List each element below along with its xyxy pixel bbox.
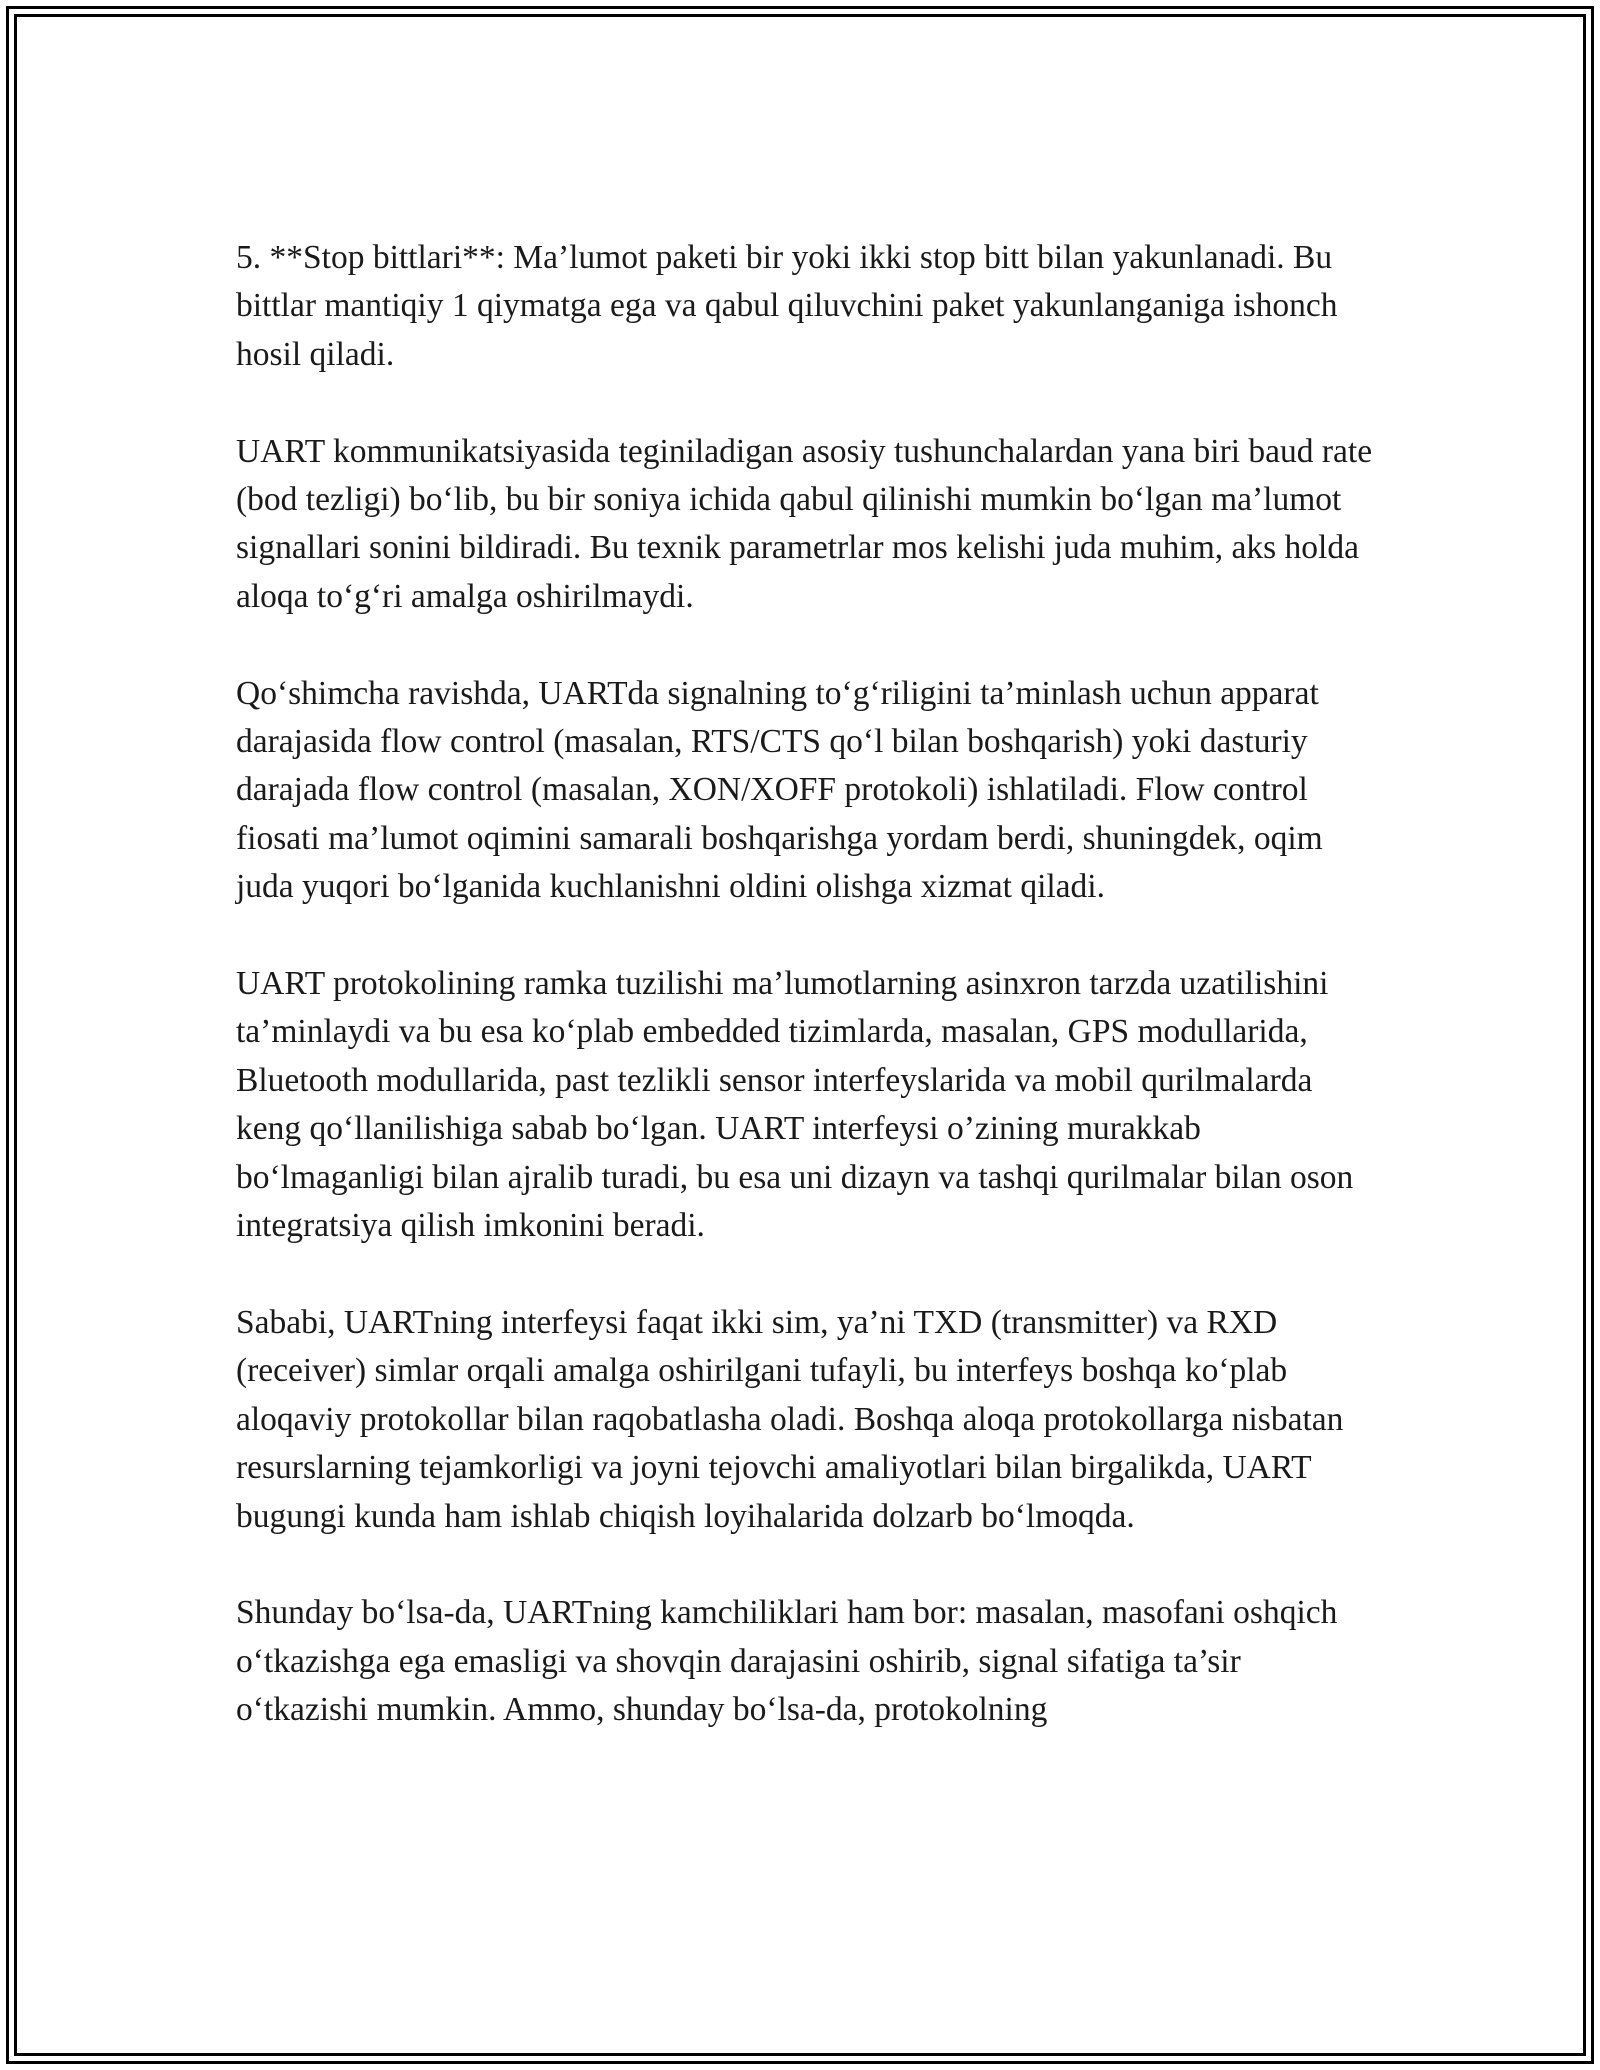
paragraph-baud-rate: UART kommunikatsiyasida teginiladigan asosiy tushunchalardan yana biri baud rate (bod tezligi) bo‘lib, bu bir soniya ichida qabul qilinishi mumkin bo‘lgan ma’lumot signallari sonini bildiradi. Bu texnik parametrlar mos kelishi juda muhim, aks holda aloqa to‘g‘ri amalga oshirilmaydi. — [236, 432, 1373, 615]
paragraph-stop-bits: 5. **Stop bittlari**: Ma’lumot paketi bir yoki ikki stop bitt bilan yakunlanadi. Bu bittlar mantiqiy 1 qiymatga ega va qabul qiluvchini paket yakunlanganiga ishonch hosil qiladi. — [236, 239, 1338, 373]
paragraph-drawbacks: Shunday bo‘lsa-da, UARTning kamchiliklari ham bor: masalan, masofani oshqich o‘tkazishga ega emasligi va shovqin darajasini oshirib, signal sifatiga ta’sir o‘tkazishi mumkin. Ammo, shunday bo‘lsa-da, protokolning — [236, 1594, 1338, 1729]
paragraph-two-wire-interface: Sababi, UARTning interfeysi faqat ikki sim, ya’ni TXD (transmitter) va RXD (receiver) simlar orqali amalga oshirilgani tufayli, bu interfeys boshqa ko‘plab aloqaviy protokollar bilan raqobatlasha oladi. Boshqa aloqa protokollarga nisbatan resurslarning tejamkorligi va joyni tejovchi amaliyotlari bilan birgalikda, UART bugungi kunda ham ishlab chiqish loyihalarida dolzarb bo‘lmoqda. — [236, 1303, 1344, 1535]
paragraph-frame-structure: UART protokolining ramka tuzilishi ma’lumotlarning asinxron tarzda uzatilishini ta’minlaydi va bu esa ko‘plab embedded tizimlarda, masalan, GPS modullarida, Bluetooth modullarida, past tezlikli sensor interfeyslarida va mobil qurilmalarda keng qo‘llanilishiga sabab bo‘lgan. UART interfeysi o’zining murakkab bo‘lmaganligi bilan ajralib turadi, bu esa uni dizayn va tashqi qurilmalar bilan oson integratsiya qilish imkonini beradi. — [236, 965, 1354, 1245]
paragraph-flow-control: Qo‘shimcha ravishda, UARTda signalning to‘g‘riligini ta’minlash uchun apparat darajasida flow control (masalan, RTS/CTS qo‘l bilan boshqarish) yoki dasturiy darajada flow control (masalan, XON/XOFF protokoli) ishlatiladi. Flow control fiosati ma’lumot oqimini samarali boshqarishga yordam berdi, shuningdek, oqim juda yuqori bo‘lganida kuchlanishni oldini olishga xizmat qiladi. — [236, 674, 1323, 906]
document-body — [236, 234, 1376, 1735]
